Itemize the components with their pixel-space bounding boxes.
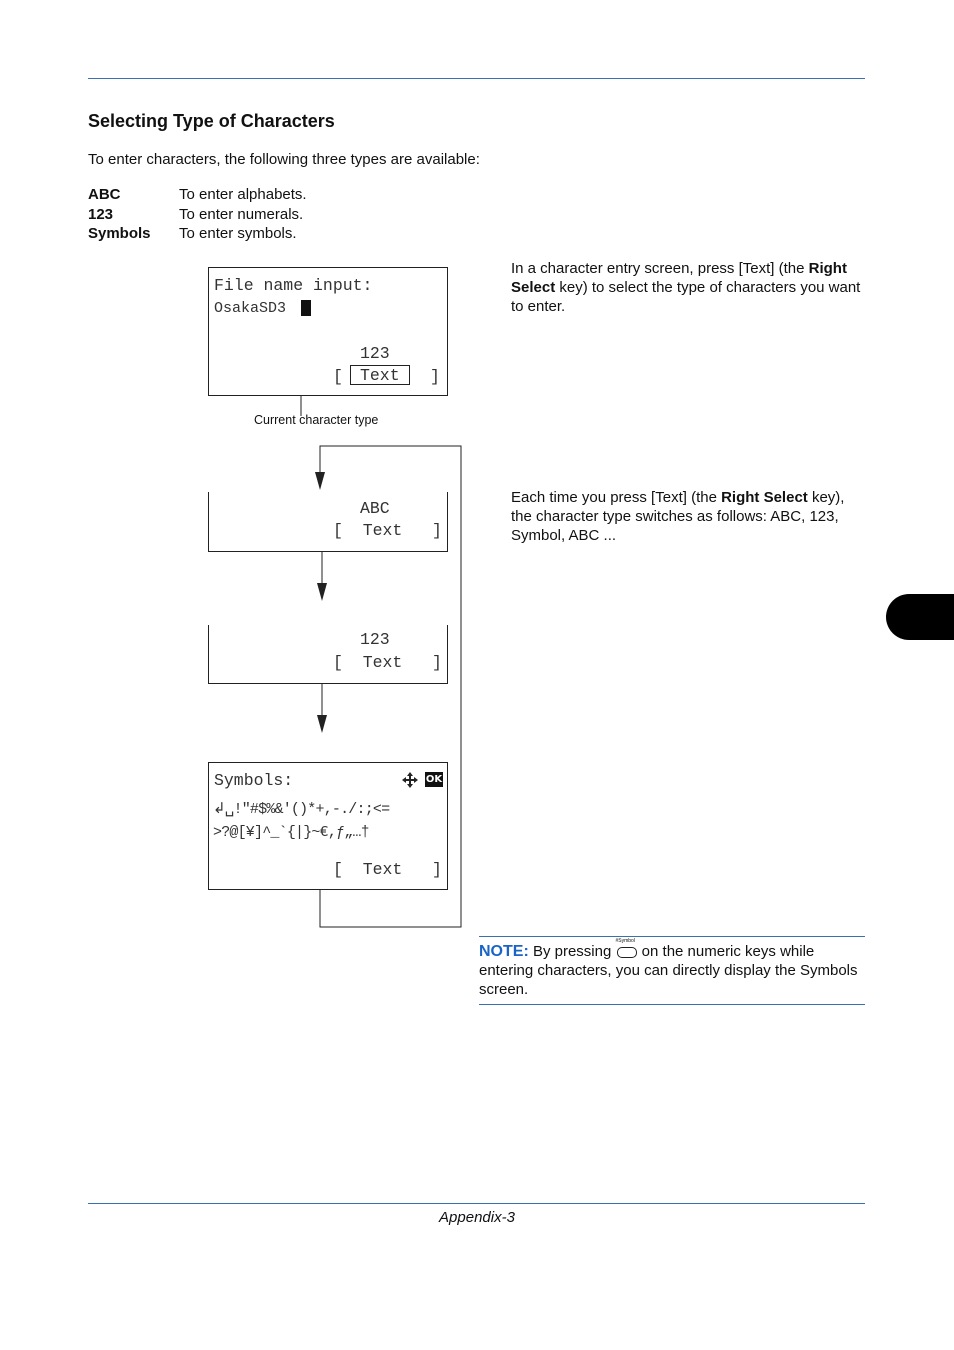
move-cursor-icon — [401, 771, 419, 789]
footer-rule — [88, 1203, 865, 1204]
text-cursor — [301, 300, 311, 316]
type-desc-abc: To enter alphabets. — [179, 186, 307, 203]
type-term-123: 123 — [88, 206, 114, 223]
screen1-bracket-open: [ — [333, 367, 343, 386]
desc2-pre: Each time you press [Text] (the — [511, 489, 722, 506]
desc2-key: Right Select — [721, 489, 808, 506]
desc1-post: key) to select the type of characters you want to enter. — [511, 279, 861, 315]
page-footer: Appendix-3 — [439, 1209, 515, 1226]
arrow-head-1 — [315, 472, 325, 490]
chapter-tab-marker — [886, 594, 954, 640]
intro-text: To enter characters, the following three types are available: — [88, 151, 480, 168]
screen1-text-softkey[interactable]: Text — [350, 365, 410, 385]
screen1-input-value: OsakaSD3 — [214, 300, 287, 317]
screen-123-mode — [208, 625, 448, 684]
screen3-text-softkey[interactable]: [ Text ] — [333, 653, 442, 672]
type-desc-123: To enter numerals. — [179, 206, 304, 223]
desc1-key: Right Select — [511, 260, 847, 296]
symbol-key-caption: #Symbol — [615, 938, 635, 944]
ok-icon: OK — [425, 774, 443, 785]
desc2-post: key), the character type switches as follows: ABC, 123, Symbol, ABC ... — [511, 489, 845, 544]
description-2 — [511, 488, 869, 545]
callout-label: Current character type — [254, 413, 379, 427]
symbols-row-2[interactable]: >?@[¥]^_`{|}~€,ƒ„…† — [213, 824, 369, 841]
screen4-text-softkey[interactable]: [ Text ] — [333, 860, 442, 879]
note-bottom-rule — [479, 1004, 865, 1005]
arrow-head-2 — [317, 583, 327, 601]
note-post: on the numeric keys while entering characters, you can directly display the Symbols screen. — [479, 943, 858, 998]
symbol-key-icon — [615, 938, 638, 959]
note-top-rule — [479, 936, 865, 937]
screen-abc-mode — [208, 492, 448, 552]
symbols-row-1[interactable]: ↲␣!"#$%&'()*+,-./:;<= — [213, 801, 390, 818]
type-desc-symbols: To enter symbols. — [179, 225, 297, 242]
screen4-title: Symbols: — [214, 771, 294, 790]
screen3-mode: 123 — [360, 630, 390, 649]
screen-symbols — [208, 762, 448, 890]
screen1-title: File name input: — [214, 276, 373, 295]
arrow-head-3 — [317, 715, 327, 733]
screen-file-name-input — [208, 267, 448, 396]
desc1-pre: In a character entry screen, press [Text] (the — [511, 260, 809, 277]
note-text — [479, 938, 859, 999]
type-term-abc: ABC — [88, 186, 121, 203]
note-pre: By pressing — [532, 943, 612, 960]
screen1-mode: 123 — [360, 344, 390, 363]
screen2-mode: ABC — [360, 499, 390, 518]
description-1 — [511, 259, 869, 316]
screen2-text-softkey[interactable]: [ Text ] — [333, 521, 442, 540]
section-heading: Selecting Type of Characters — [88, 111, 335, 131]
screen1-bracket-close: ] — [430, 367, 440, 386]
type-term-symbols: Symbols — [88, 225, 151, 242]
note-label: NOTE: — [479, 943, 529, 960]
